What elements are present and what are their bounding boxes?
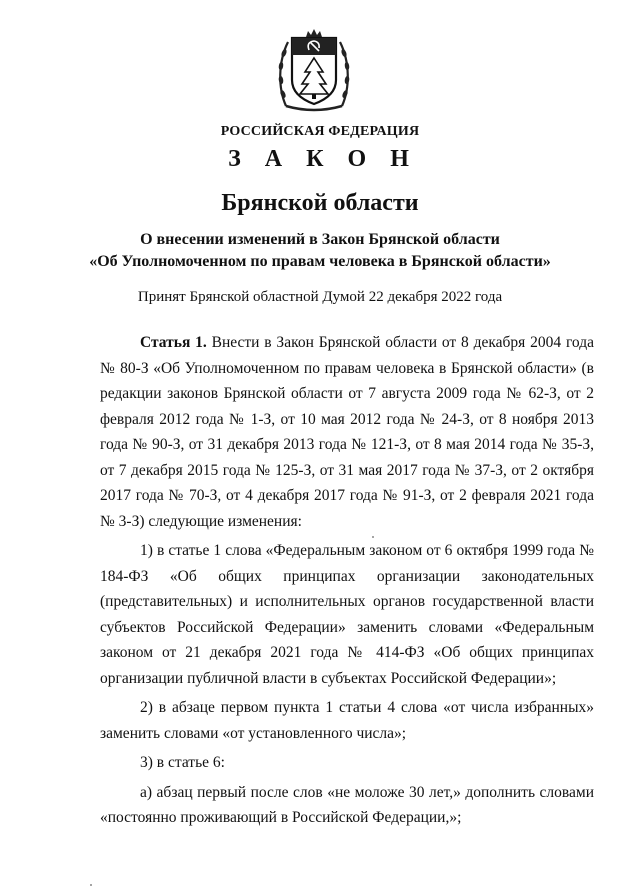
amendment-item-2: 2) в абзаце первом пункта 1 статьи 4 слова «от числа избранных» заменить словами «от установленного числа»;	[100, 699, 594, 742]
bryansk-coat-of-arms-icon	[276, 28, 352, 112]
scan-speck	[372, 536, 374, 538]
article-1-paragraph	[100, 330, 594, 534]
law-body	[100, 330, 594, 831]
adoption-line: Принят Брянской областной Думой 22 декабря 2022 года	[137, 289, 503, 305]
law-title-line-2: «Об Уполномоченном по правам человека в Брянской области»	[89, 253, 551, 270]
article-label: Статья 1.	[140, 334, 207, 351]
region-heading: Брянской области	[221, 190, 419, 216]
article-intro: Внести в Закон Брянской области от 8 декабря 2004 года № 80-З «Об Уполномоченном по правам человека в Брянской области» (в редакции законов Брянской области от 7 августа 2009 года № 62-З, от 2 февраля 2012 года № 1-З, от 10 мая 2012 года № 24-З, от 8 ноября 2013 года № 90-З, от 31 декабря 2013 года № 121-З, от 8 мая 2014 года № 35-З, от 7 декабря 2015 года № 125-З, от 31 мая 2017 года № 37-З, от 2 октября 2017 года № 70-З, от 4 декабря 2017 года № 91-З, от 2 февраля 2021 года № 3-З) следующие изменения:	[100, 334, 594, 530]
amendment-item-1: 1) в статье 1 слова «Федеральным законом от 6 октября 1999 года № 184-ФЗ «Об общих принципах организации законодательных (представительных) и исполнительных органов государственной власти субъектов Российской Федерации» заменить словами «Федеральным законом от 21 декабря 2021 года № 414-ФЗ «Об общих принципах организации публичной власти в субъектах Российской Федерации»;	[100, 542, 594, 687]
amendment-item-3a: а) абзац первый после слов «не моложе 30 лет,» дополнить словами «постоянно проживающий в Российской Федерации,»;	[100, 783, 594, 826]
law-title-line-1: О внесении изменений в Закон Брянской области	[140, 231, 500, 248]
amendment-item-3: 3) в статье 6:	[140, 754, 225, 771]
law-heading: З А К О Н	[228, 146, 418, 172]
scan-speck	[90, 884, 92, 886]
federation-heading: РОССИЙСКАЯ ФЕДЕРАЦИЯ	[220, 124, 420, 139]
